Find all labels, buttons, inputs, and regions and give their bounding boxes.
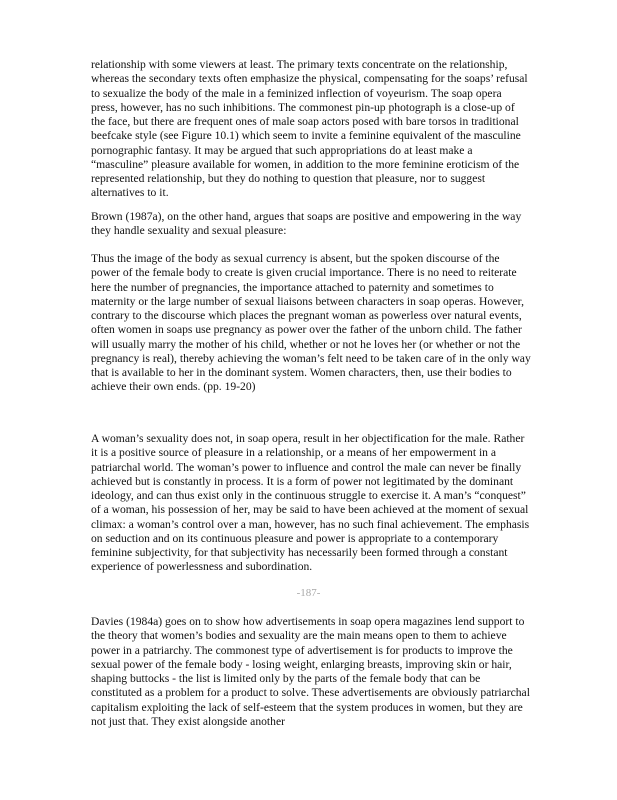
paragraph-1: relationship with some viewers at least. The primary texts concentrate on the relationship, whereas the secondary texts often emphasize the physical, compensating for the soaps’ refusal to sexualize the body of the male in a feminized inflection of voyeurism. The soap opera press, however, has no such inhibitions. The commonest pin-up photograph is a close-up of the face, but there are frequent ones of male soap actors posed with bare torsos in traditional beefcake style (see Figure 10.1) which seem to invite a feminine equivalent of the masculine pornographic fantasy. It may be argued that such appropriations do at least make a “masculine” pleasure available for women, in addition to the more feminine eroticism of the represented relationship, but they do nothing to question that pleasure, nor to suggest alternatives to it.: [91, 58, 528, 200]
paragraph-5: Davies (1984a) goes on to show how advertisements in soap opera magazines lend support to the theory that women’s bodies and sexuality are the main means open to them to achieve power in a patriarchy. The commonest type of advertisement is for products to improve the sexual power of the female body - losing weight, enlarging breasts, improving skin or hair, shaping buttocks - the list is limited only by the parts of the female body that can be constituted as a problem for a product to solve. These advertisements are obviously patriarchal capitalism exploiting the lack of self-esteem that the system produces in women, but they are not just that. They exist alongside another: [91, 615, 530, 728]
page-number: -187-: [296, 587, 321, 599]
block-quote: Thus the image of the body as sexual currency is absent, but the spoken discourse of the power of the female body to create is given crucial importance. There is no need to reiterate here the number of pregnancies, the importance attached to paternity and sometimes to maternity or the large number of sexual liaisons between characters in soap operas. However, contrary to the discourse which places the pregnant woman as powerless over natural events, often women in soaps use pregnancy as power over the father of the unborn child. The father will usually marry the mother of his child, whether or not he loves her (or whether or not the pregnancy is real), thereby achieving the woman’s felt need to be taken care of in the only way that is available to her in the dominant system. Women characters, then, use their bodies to achieve their own ends. (pp. 19-20): [91, 252, 531, 394]
paragraph-4: A woman’s sexuality does not, in soap opera, result in her objectification for the male. Rather it is a positive source of pleasure in a relationship, or a means of her empowerment in a patriarchal world. The woman’s power to influence and control the male can never be finally achieved but is constantly in process. It is a form of power not legitimated by the dominant ideology, and can thus exist only in the continuous struggle to exercise it. A man’s “conquest” of a woman, his possession of her, may be said to have been achieved at the moment of sexual climax: a woman’s control over a man, however, has no such final achievement. The emphasis on seduction and on its continuous pleasure and power is appropriate to a contemporary feminine subjectivity, for that subjectivity has necessarily been formed through a constant experience of powerlessness and subordination.: [91, 432, 530, 574]
paragraph-2: Brown (1987a), on the other hand, argues that soaps are positive and empowering in the way they handle sexuality and sexual pleasure:: [91, 210, 522, 238]
